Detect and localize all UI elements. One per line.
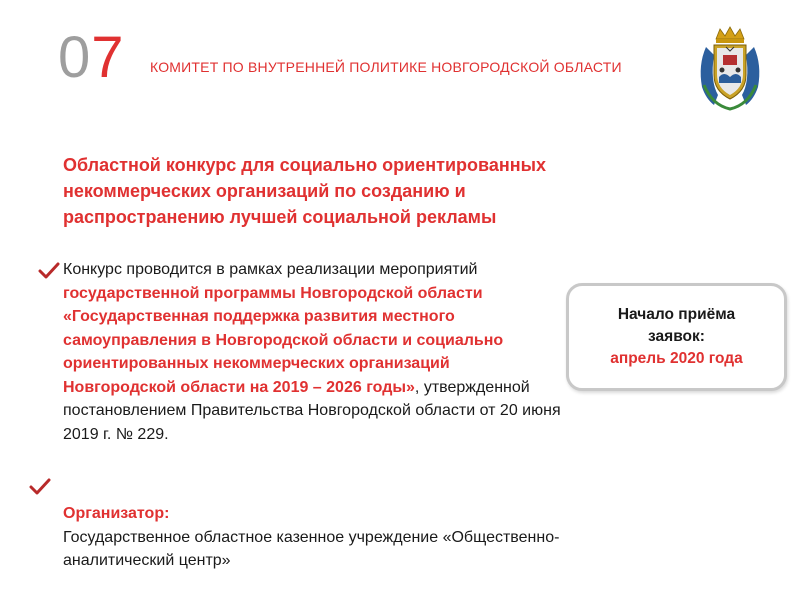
main-heading	[63, 152, 683, 230]
organization-title: КОМИТЕТ ПО ВНУТРЕННЕЙ ПОЛИТИКЕ НОВГОРОДСКОЙ ОБЛАСТИ	[150, 59, 622, 75]
novgorod-coat-of-arms-icon	[692, 25, 768, 111]
callout-date: апрель 2020 года	[610, 350, 743, 367]
heading-line-1: Областной конкурс для социально ориентированных	[63, 155, 546, 175]
heading-line-2: некоммерческих организаций по созданию и	[63, 181, 466, 201]
slide-number-seven: 7	[91, 25, 125, 90]
callout-line-1: Начало приёма	[617, 306, 736, 323]
contest-description	[63, 258, 563, 446]
state-program-name: государственной программы Новгородской области «Государственная поддержка развития местного самоуправления в Новгородской области и социально ориентированных некоммерческих организаций Новгородской области на 2019 – 2026 годы»	[63, 284, 504, 396]
organizer-label: Организатор:	[63, 505, 170, 522]
description-outro: , утвержденной постановлением Правительства Новгородской области от 20 июня 2019 г. № 229.	[63, 378, 561, 443]
callout-line-2: заявок:	[648, 328, 705, 345]
checkmark-icon	[29, 478, 51, 496]
slide-number	[58, 25, 125, 90]
organizer-block	[63, 502, 583, 573]
description-intro: Конкурс проводится в рамках реализации мероприятий	[63, 261, 478, 278]
slide-number-zero: 0	[58, 25, 92, 90]
application-start-callout	[566, 283, 787, 391]
organizer-name: Государственное областное казенное учреждение «Общественно-аналитический центр»	[63, 528, 560, 569]
checkmark-icon	[38, 262, 60, 280]
heading-line-3: распространению лучшей социальной рекламы	[63, 207, 497, 227]
